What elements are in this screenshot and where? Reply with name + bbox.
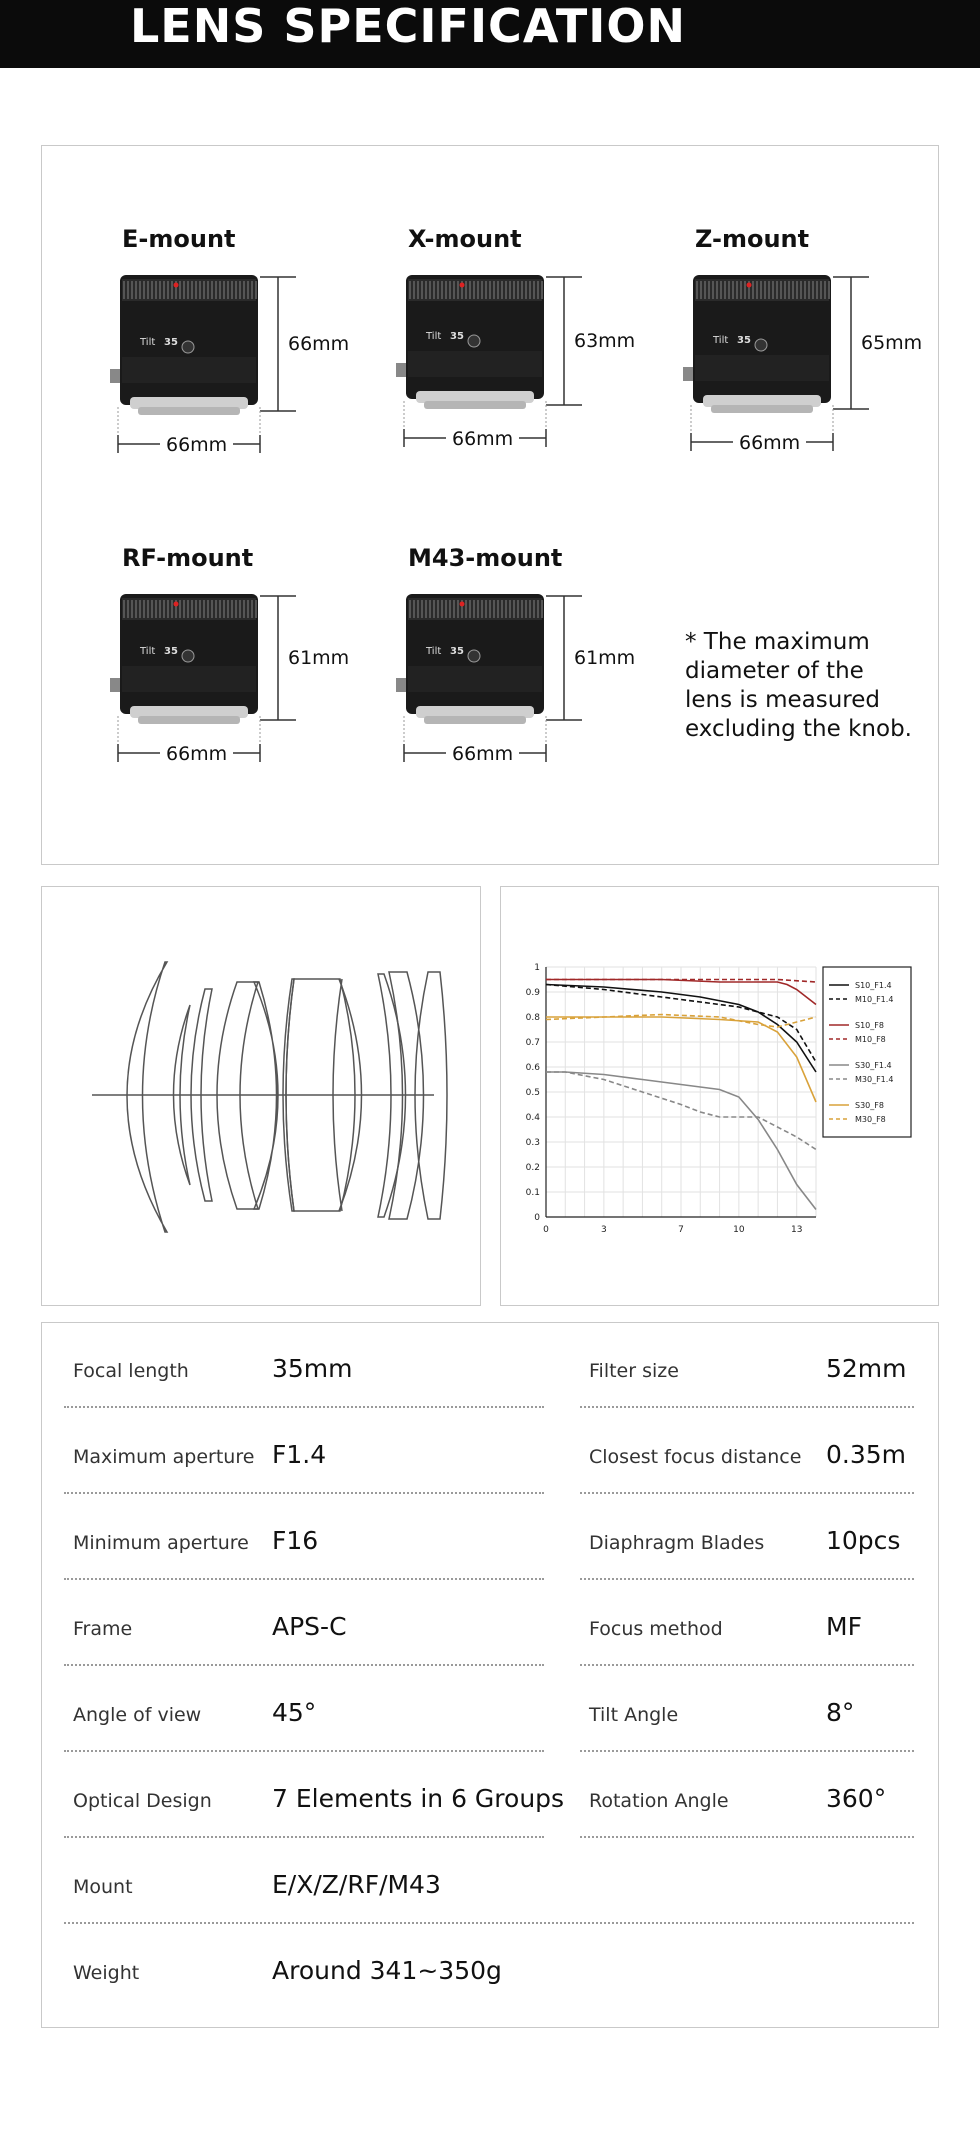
- x-tick-label: 13: [790, 1225, 803, 1235]
- spec-row: [64, 1322, 544, 1408]
- spec-value: F16: [272, 1526, 319, 1555]
- spec-label: Weight: [73, 1962, 140, 1984]
- mount-card: [695, 225, 955, 475]
- spec-row: [580, 1580, 914, 1666]
- y-tick-label: 0.1: [525, 1188, 540, 1198]
- lens-focal: 35: [164, 337, 178, 348]
- spec-row: [64, 1580, 544, 1666]
- y-tick-label: 0: [534, 1213, 540, 1223]
- mount-card: [408, 544, 668, 794]
- lens-label: Tilt: [426, 646, 442, 657]
- x-tick-label: 10: [733, 1225, 745, 1235]
- spec-label: Rotation Angle: [589, 1790, 729, 1812]
- y-tick-label: 0.9: [525, 988, 540, 998]
- lens-focal: 35: [164, 646, 178, 657]
- mount-card: [122, 544, 382, 794]
- spec-row: [64, 1752, 565, 1838]
- page-header: [0, 0, 980, 68]
- legend-label: S30_F8: [855, 1101, 884, 1110]
- spec-label: Mount: [73, 1876, 133, 1898]
- spec-label: Tilt Angle: [589, 1704, 679, 1726]
- page-title: LENS SPECIFICATION: [130, 0, 686, 53]
- y-tick-label: 0.2: [525, 1163, 540, 1173]
- y-tick-label: 0.4: [525, 1113, 540, 1123]
- mount-name: RF-mount: [122, 544, 254, 572]
- spec-row: [580, 1494, 914, 1580]
- y-tick-label: 0.6: [525, 1063, 540, 1073]
- spec-value: E/X/Z/RF/M43: [272, 1870, 441, 1899]
- x-tick-label: 3: [600, 1225, 607, 1235]
- height-dimension: 63mm: [574, 330, 636, 352]
- spec-row: [64, 1838, 914, 1924]
- legend-label: M10_F1.4: [855, 995, 894, 1004]
- y-tick-label: 0.8: [525, 1013, 540, 1023]
- optical-diagram-panel: [41, 886, 481, 1306]
- spec-label: Maximum aperture: [73, 1446, 255, 1468]
- spec-value: 8°: [826, 1698, 855, 1727]
- spec-value: MF: [826, 1612, 862, 1641]
- lens-label: Tilt: [713, 335, 729, 346]
- y-tick-label: 0.3: [525, 1138, 540, 1148]
- spec-value: 7 Elements in 6 Groups: [272, 1784, 565, 1813]
- legend-label: M30_F1.4: [855, 1075, 894, 1084]
- spec-row: [64, 1666, 544, 1752]
- spec-value: F1.4: [272, 1440, 327, 1469]
- height-dimension: 61mm: [574, 647, 636, 669]
- legend-label: M10_F8: [855, 1035, 886, 1044]
- spec-row: [580, 1322, 914, 1408]
- x-tick-label: 0: [543, 1225, 549, 1235]
- spec-label: Focus method: [589, 1618, 723, 1640]
- lens-focal: 35: [737, 335, 751, 346]
- legend-label: S10_F8: [855, 1021, 884, 1030]
- mtf-chart-panel: [500, 886, 939, 1306]
- spec-label: Angle of view: [73, 1704, 202, 1726]
- spec-value: 10pcs: [826, 1526, 901, 1555]
- width-dimension: 66mm: [446, 743, 519, 765]
- mount-name: E-mount: [122, 225, 236, 253]
- legend-label: S10_F1.4: [855, 981, 892, 990]
- height-dimension: 65mm: [861, 332, 923, 354]
- y-tick-label: 0.7: [525, 1038, 540, 1048]
- spec-value: 45°: [272, 1698, 317, 1727]
- spec-label: Frame: [73, 1618, 133, 1640]
- spec-label: Optical Design: [73, 1790, 212, 1812]
- spec-row: [64, 1408, 544, 1494]
- spec-label: Minimum aperture: [73, 1532, 249, 1554]
- spec-value: APS-C: [272, 1612, 347, 1641]
- width-dimension: 66mm: [160, 743, 233, 765]
- width-dimension: 66mm: [446, 428, 519, 450]
- y-tick-label: 1: [534, 963, 540, 973]
- spec-value: Around 341~350g: [272, 1956, 502, 1985]
- spec-row: [580, 1408, 914, 1494]
- height-dimension: 66mm: [288, 333, 350, 355]
- width-dimension: 66mm: [160, 434, 233, 456]
- width-dimension: 66mm: [733, 432, 806, 454]
- spec-label: Closest focus distance: [589, 1446, 802, 1468]
- lens-element-diagram: [42, 887, 482, 1307]
- lens-photo: [110, 584, 350, 804]
- measurement-note: * The maximum diameter of the lens is measured excluding the knob.: [685, 629, 912, 742]
- spec-row: [580, 1666, 914, 1752]
- spec-row: [64, 1494, 544, 1580]
- lens-focal: 35: [450, 331, 464, 342]
- lens-photo: [396, 265, 636, 485]
- spec-value: 35mm: [272, 1354, 353, 1383]
- mount-name: X-mount: [408, 225, 522, 253]
- mount-card: [408, 225, 668, 475]
- lens-label: Tilt: [140, 646, 156, 657]
- mount-name: Z-mount: [695, 225, 810, 253]
- mtf-chart: [501, 887, 940, 1307]
- legend-box: [823, 967, 911, 1137]
- legend-label: M30_F8: [855, 1115, 886, 1124]
- lens-label: Tilt: [140, 337, 156, 348]
- y-tick-label: 0.5: [525, 1088, 540, 1098]
- legend-label: S30_F1.4: [855, 1061, 892, 1070]
- height-dimension: 61mm: [288, 647, 350, 669]
- spec-label: Diaphragm Blades: [589, 1532, 765, 1554]
- lens-photo: [396, 584, 636, 804]
- lens-label: Tilt: [426, 331, 442, 342]
- spec-value: 0.35m: [826, 1440, 907, 1469]
- spec-label: Focal length: [73, 1360, 189, 1382]
- spec-value: 52mm: [826, 1354, 907, 1383]
- mount-name: M43-mount: [408, 544, 563, 572]
- lens-focal: 35: [450, 646, 464, 657]
- spec-value: 360°: [826, 1784, 887, 1813]
- spec-label: Filter size: [589, 1360, 679, 1382]
- x-tick-label: 7: [678, 1225, 684, 1235]
- spec-row: [64, 1924, 914, 2010]
- mount-card: [122, 225, 382, 475]
- spec-row: [580, 1752, 914, 1838]
